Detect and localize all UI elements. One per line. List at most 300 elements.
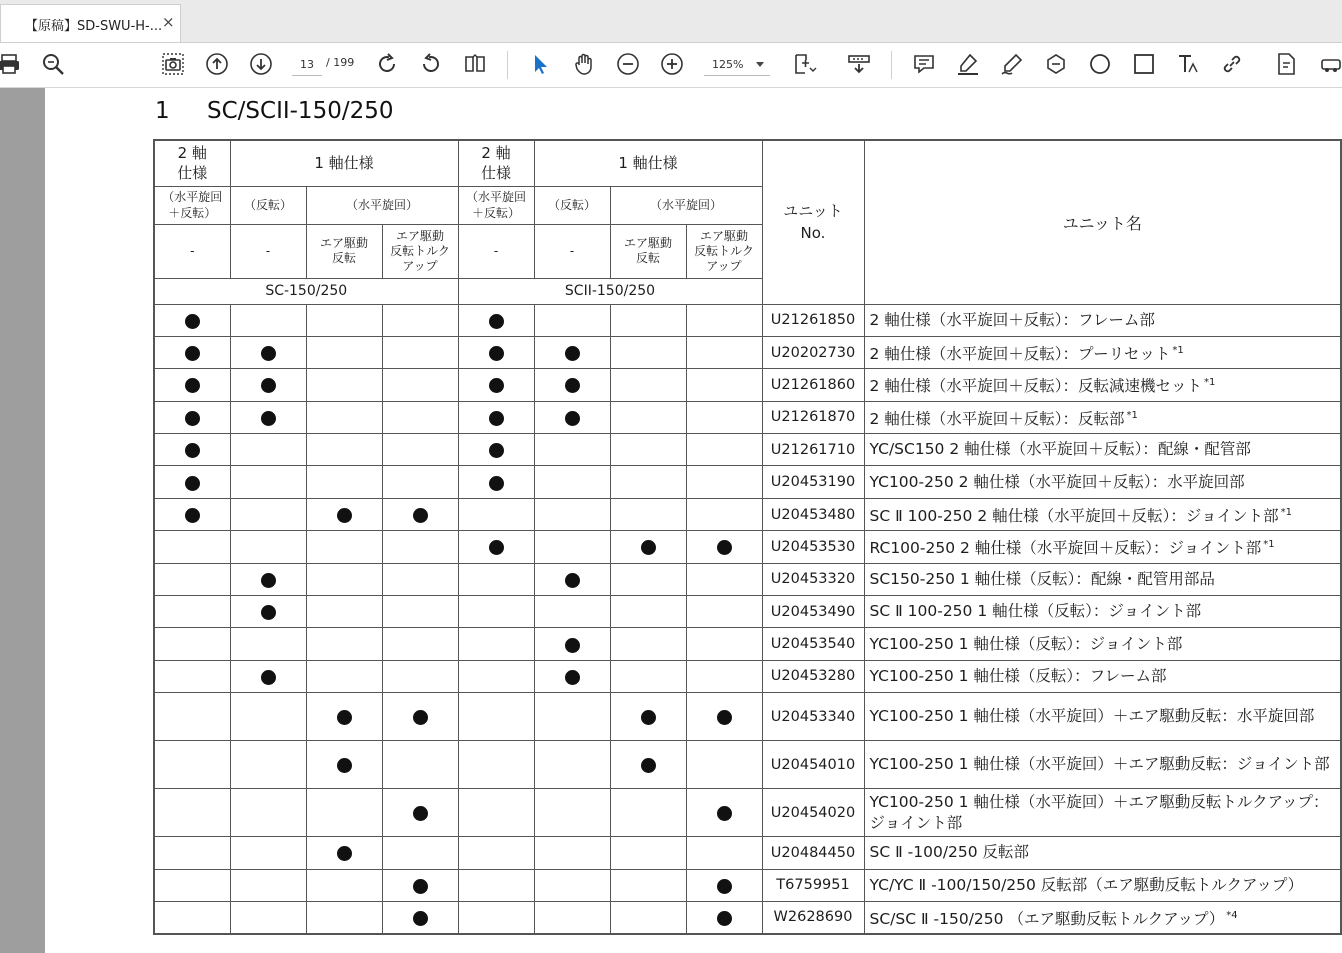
table-row	[154, 304, 1341, 336]
mark-cell	[306, 693, 382, 741]
page-total: / 199	[326, 56, 355, 69]
unit-name-text: SC Ⅱ -100/250 反転部	[869, 843, 1030, 862]
mark-cell	[458, 901, 534, 933]
zoom-out-icon[interactable]	[615, 51, 641, 77]
link-icon[interactable]	[1219, 51, 1245, 77]
mark-cell	[686, 401, 762, 433]
unit-name	[864, 741, 1341, 789]
unit-name-text: YC100-250 1 軸仕様（反転）：フレーム部	[869, 666, 1167, 685]
page-number-input[interactable]: 13	[292, 53, 322, 76]
mark-cell	[154, 789, 230, 837]
unit-name-text: 2 軸仕様（水平旋回＋反転）：フレーム部	[869, 310, 1155, 329]
rectangle-shape-icon[interactable]	[1131, 51, 1157, 77]
unit-number: U20453490	[762, 596, 864, 628]
applicable-dot	[261, 605, 276, 620]
unit-name	[864, 531, 1341, 563]
mark-cell	[458, 466, 534, 498]
applicable-dot	[489, 476, 504, 491]
unit-name	[864, 693, 1341, 741]
mark-cell	[154, 660, 230, 692]
mark-cell	[230, 369, 306, 401]
mark-cell	[230, 596, 306, 628]
section-title: SC/SCII-150/250	[207, 98, 394, 124]
zoom-value: 125%	[712, 58, 744, 71]
table-row	[154, 837, 1341, 869]
unit-number: U20453530	[762, 531, 864, 563]
mark-cell	[610, 531, 686, 563]
unit-number: T6759951	[762, 869, 864, 901]
unit-name	[864, 596, 1341, 628]
unit-name-text: RC100-250 2 軸仕様（水平旋回＋反転）：ジョイント部	[869, 539, 1262, 558]
toolbar	[0, 43, 1342, 88]
applicable-dot	[717, 879, 732, 894]
rotate-clockwise-icon[interactable]	[374, 51, 400, 77]
table-row	[154, 789, 1341, 837]
applicable-dot	[185, 314, 200, 329]
mark-cell	[610, 466, 686, 498]
mark-cell	[686, 563, 762, 595]
unit-name	[864, 304, 1341, 336]
mark-cell	[458, 531, 534, 563]
mark-cell	[610, 498, 686, 530]
mark-cell	[382, 466, 458, 498]
mark-cell	[230, 466, 306, 498]
mark-cell	[382, 401, 458, 433]
footnote-marker: *1	[1263, 539, 1275, 551]
unit-number: U20454020	[762, 789, 864, 837]
tab-close-icon[interactable]: ×	[162, 13, 175, 31]
applicable-dot	[185, 443, 200, 458]
applicable-dot	[717, 710, 732, 725]
table-row	[154, 901, 1341, 933]
applicable-dot	[565, 378, 580, 393]
unit-name-text: SC Ⅱ 100-250 1 軸仕様（反転）：ジョイント部	[869, 602, 1202, 621]
text-tool-icon[interactable]	[1175, 51, 1201, 77]
footnote-marker: *4	[1226, 909, 1238, 921]
mark-cell	[154, 304, 230, 336]
mark-cell	[534, 789, 610, 837]
mark-cell	[382, 434, 458, 466]
unit-name	[864, 369, 1341, 401]
mark-cell	[686, 628, 762, 660]
mark-cell	[534, 498, 610, 530]
zoom-in-icon[interactable]	[659, 51, 685, 77]
hand-tool-icon[interactable]	[571, 51, 597, 77]
applicable-dot	[717, 806, 732, 821]
applicable-dot	[641, 540, 656, 555]
applicable-dot	[717, 911, 732, 926]
header-one-axis-sc: 1 軸仕様	[230, 140, 458, 186]
unit-number: U20453320	[762, 563, 864, 595]
table-row	[154, 369, 1341, 401]
applicable-dot	[565, 670, 580, 685]
table-row	[154, 869, 1341, 901]
header-sub-horiz: （水平旋回）	[306, 186, 458, 224]
footnote-marker: *1	[1280, 507, 1292, 519]
mark-cell	[458, 628, 534, 660]
mark-cell	[230, 498, 306, 530]
toolbar-separator	[891, 51, 892, 79]
mark-cell	[154, 563, 230, 595]
mark-cell	[686, 304, 762, 336]
applicable-dot	[413, 806, 428, 821]
mark-cell	[230, 628, 306, 660]
mark-cell	[382, 531, 458, 563]
unit-name-text: SC/SC Ⅱ -150/250 （エア駆動反転トルクアップ）	[869, 909, 1225, 928]
applicable-dot	[489, 378, 504, 393]
applicable-dot	[489, 411, 504, 426]
applicable-dot	[565, 346, 580, 361]
mark-cell	[382, 498, 458, 530]
mark-cell	[534, 336, 610, 368]
mark-cell	[534, 660, 610, 692]
header-unit-name: ユニット名	[864, 140, 1341, 304]
applicable-dot	[641, 758, 656, 773]
search-icon[interactable]	[40, 51, 66, 77]
table-row	[154, 563, 1341, 595]
mark-cell	[306, 563, 382, 595]
table-row	[154, 693, 1341, 741]
applicable-dot	[337, 508, 352, 523]
document-properties-icon[interactable]	[1274, 51, 1300, 77]
table-row	[154, 336, 1341, 368]
mark-cell	[686, 741, 762, 789]
applicable-dot	[185, 346, 200, 361]
mark-cell	[382, 789, 458, 837]
header-air-rev: エア駆動 反転	[306, 224, 382, 278]
mark-cell	[458, 336, 534, 368]
applicable-dot	[489, 540, 504, 555]
header-dash: -	[154, 224, 230, 278]
header-sub-rev: （反転）	[230, 186, 306, 224]
mark-cell	[306, 660, 382, 692]
mark-cell	[154, 531, 230, 563]
applicable-dot	[261, 378, 276, 393]
draw-icon[interactable]	[999, 51, 1025, 77]
rotate-counterclockwise-icon[interactable]	[418, 51, 444, 77]
mark-cell	[306, 466, 382, 498]
footnote-marker: *1	[1172, 345, 1184, 357]
mark-cell	[534, 693, 610, 741]
unit-number: W2628690	[762, 901, 864, 933]
mark-cell	[306, 401, 382, 433]
unit-number: U21261860	[762, 369, 864, 401]
toolbar-separator	[507, 51, 508, 79]
mark-cell	[230, 563, 306, 595]
header-model-scii: SCII-150/250	[458, 278, 762, 304]
mark-cell	[382, 741, 458, 789]
page-fit-icon[interactable]	[792, 51, 818, 77]
mark-cell	[686, 434, 762, 466]
unit-name-text: SC Ⅱ 100-250 2 軸仕様（水平旋回＋反転）：ジョイント部	[869, 507, 1279, 526]
mark-cell	[610, 837, 686, 869]
mark-cell	[534, 434, 610, 466]
mark-cell	[230, 336, 306, 368]
mark-cell	[458, 789, 534, 837]
mark-cell	[306, 498, 382, 530]
mark-cell	[610, 741, 686, 789]
mark-cell	[382, 660, 458, 692]
mark-cell	[154, 369, 230, 401]
unit-name	[864, 401, 1341, 433]
mark-cell	[610, 628, 686, 660]
mark-cell	[458, 596, 534, 628]
mark-cell	[230, 837, 306, 869]
mark-cell	[382, 596, 458, 628]
mark-cell	[154, 498, 230, 530]
mark-cell	[230, 789, 306, 837]
mark-cell	[610, 336, 686, 368]
unit-spec-table	[153, 139, 1342, 935]
mark-cell	[686, 789, 762, 837]
snapshot-icon[interactable]	[160, 51, 186, 77]
car-icon[interactable]	[1318, 51, 1342, 77]
mark-cell	[534, 596, 610, 628]
stamp-icon[interactable]	[1043, 51, 1069, 77]
table-row	[154, 596, 1341, 628]
unit-name	[864, 434, 1341, 466]
unit-name-text: YC100-250 1 軸仕様（水平旋回）＋エア駆動反転トルクアップ：ジョイント部	[869, 792, 1329, 832]
header-sub-horiz-rev: （水平旋回 ＋反転）	[154, 186, 230, 224]
mark-cell	[458, 693, 534, 741]
unit-number: U21261850	[762, 304, 864, 336]
table-row	[154, 660, 1341, 692]
mark-cell	[534, 901, 610, 933]
unit-name	[864, 837, 1341, 869]
tab-title: 【原稿】SD-SWU-H-...	[25, 19, 163, 34]
mark-cell	[686, 837, 762, 869]
mark-cell	[306, 901, 382, 933]
unit-name	[864, 466, 1341, 498]
unit-number: U20454010	[762, 741, 864, 789]
mark-cell	[230, 869, 306, 901]
chevron-down-icon	[756, 62, 764, 67]
select-cursor-icon[interactable]	[527, 51, 553, 77]
footnote-marker: *1	[1126, 409, 1138, 421]
mark-cell	[458, 498, 534, 530]
unit-number: U20453280	[762, 660, 864, 692]
applicable-dot	[185, 378, 200, 393]
applicable-dot	[489, 314, 504, 329]
mark-cell	[306, 837, 382, 869]
mark-cell	[230, 901, 306, 933]
mark-cell	[306, 336, 382, 368]
applicable-dot	[565, 573, 580, 588]
unit-name-text: YC100-250 1 軸仕様（反転）：ジョイント部	[869, 634, 1183, 653]
unit-number: U20453190	[762, 466, 864, 498]
document-tab[interactable]	[0, 4, 181, 42]
mark-cell	[230, 660, 306, 692]
mark-cell	[154, 837, 230, 869]
mark-cell	[534, 401, 610, 433]
two-page-view-icon[interactable]	[462, 51, 488, 77]
table-row	[154, 531, 1341, 563]
applicable-dot	[185, 476, 200, 491]
applicable-dot	[565, 411, 580, 426]
mark-cell	[458, 869, 534, 901]
mark-cell	[382, 837, 458, 869]
mark-cell	[458, 369, 534, 401]
previous-page-icon[interactable]	[204, 51, 230, 77]
header-two-axis-scii: 2 軸 仕様	[458, 140, 534, 186]
mark-cell	[534, 369, 610, 401]
unit-number: U21261710	[762, 434, 864, 466]
header-air-torque: エア駆動 反転トルク アップ	[382, 224, 458, 278]
mark-cell	[534, 741, 610, 789]
mark-cell	[154, 901, 230, 933]
mark-cell	[154, 869, 230, 901]
mark-cell	[458, 401, 534, 433]
mark-cell	[534, 628, 610, 660]
applicable-dot	[185, 508, 200, 523]
applicable-dot	[489, 443, 504, 458]
header-air-torque: エア駆動 反転トルク アップ	[686, 224, 762, 278]
mark-cell	[306, 304, 382, 336]
mark-cell	[686, 369, 762, 401]
applicable-dot	[261, 573, 276, 588]
mark-cell	[306, 596, 382, 628]
header-two-axis-sc: 2 軸 仕様	[154, 140, 230, 186]
mark-cell	[458, 837, 534, 869]
applicable-dot	[565, 638, 580, 653]
mark-cell	[686, 901, 762, 933]
next-page-icon[interactable]	[248, 51, 274, 77]
mark-cell	[610, 869, 686, 901]
mark-cell	[154, 628, 230, 660]
mark-cell	[534, 563, 610, 595]
unit-name-text: 2 軸仕様（水平旋回＋反転）：反転減速機セット	[869, 377, 1203, 396]
mark-cell	[458, 741, 534, 789]
header-one-axis-scii: 1 軸仕様	[534, 140, 762, 186]
mark-cell	[382, 869, 458, 901]
unit-number: U20202730	[762, 336, 864, 368]
table-row	[154, 741, 1341, 789]
unit-number: U20484450	[762, 837, 864, 869]
applicable-dot	[413, 508, 428, 523]
applicable-dot	[413, 879, 428, 894]
mark-cell	[154, 434, 230, 466]
applicable-dot	[261, 670, 276, 685]
mark-cell	[686, 693, 762, 741]
mark-cell	[458, 660, 534, 692]
unit-number: U21261870	[762, 401, 864, 433]
unit-name-text: YC/SC150 2 軸仕様（水平旋回＋反転）：配線・配管部	[869, 440, 1251, 459]
mark-cell	[154, 693, 230, 741]
applicable-dot	[261, 346, 276, 361]
mark-cell	[154, 466, 230, 498]
mark-cell	[686, 869, 762, 901]
header-sub-horiz: （水平旋回）	[610, 186, 762, 224]
mark-cell	[610, 369, 686, 401]
header-dash: -	[458, 224, 534, 278]
unit-name-text: YC/YC Ⅱ -100/150/250 反転部（エア駆動反転トルクアップ）	[869, 875, 1304, 894]
unit-number: U20453480	[762, 498, 864, 530]
print-icon[interactable]	[0, 51, 22, 77]
unit-name	[864, 628, 1341, 660]
mark-cell	[154, 596, 230, 628]
mark-cell	[382, 369, 458, 401]
mark-cell	[306, 789, 382, 837]
mark-cell	[382, 628, 458, 660]
mark-cell	[154, 401, 230, 433]
table-row	[154, 401, 1341, 433]
mark-cell	[610, 563, 686, 595]
unit-name	[864, 901, 1341, 933]
mark-cell	[534, 837, 610, 869]
mark-cell	[230, 741, 306, 789]
mark-cell	[686, 336, 762, 368]
footnote-marker: *1	[1204, 377, 1216, 389]
mark-cell	[610, 901, 686, 933]
comment-icon[interactable]	[911, 51, 937, 77]
mark-cell	[382, 336, 458, 368]
unit-name	[864, 563, 1341, 595]
section-number: 1	[155, 98, 170, 124]
mark-cell	[458, 304, 534, 336]
mark-cell	[306, 628, 382, 660]
unit-number: U20453540	[762, 628, 864, 660]
mark-cell	[230, 401, 306, 433]
mark-cell	[230, 434, 306, 466]
mark-cell	[610, 596, 686, 628]
mark-cell	[230, 693, 306, 741]
table-row	[154, 498, 1341, 530]
mark-cell	[230, 531, 306, 563]
header-dash: -	[534, 224, 610, 278]
unit-name-text: YC100-250 1 軸仕様（水平旋回）＋エア駆動反転：ジョイント部	[869, 755, 1330, 774]
mark-cell	[686, 498, 762, 530]
mark-cell	[154, 741, 230, 789]
applicable-dot	[337, 846, 352, 861]
scroll-mode-icon[interactable]	[846, 51, 872, 77]
mark-cell	[382, 563, 458, 595]
header-dash: -	[230, 224, 306, 278]
unit-name	[864, 336, 1341, 368]
mark-cell	[610, 304, 686, 336]
circle-shape-icon[interactable]	[1087, 51, 1113, 77]
mark-cell	[534, 869, 610, 901]
mark-cell	[382, 901, 458, 933]
applicable-dot	[337, 710, 352, 725]
unit-name-text: YC100-250 1 軸仕様（水平旋回）＋エア駆動反転：水平旋回部	[869, 707, 1315, 726]
mark-cell	[382, 693, 458, 741]
unit-name-text: SC150-250 1 軸仕様（反転）：配線・配管用部品	[869, 569, 1215, 588]
applicable-dot	[413, 710, 428, 725]
unit-name	[864, 498, 1341, 530]
mark-cell	[306, 434, 382, 466]
viewer-side-strip	[0, 88, 45, 953]
mark-cell	[610, 660, 686, 692]
applicable-dot	[641, 710, 656, 725]
mark-cell	[306, 869, 382, 901]
mark-cell	[610, 693, 686, 741]
mark-cell	[686, 660, 762, 692]
unit-name	[864, 660, 1341, 692]
mark-cell	[230, 304, 306, 336]
highlight-icon[interactable]	[955, 51, 981, 77]
header-unit-no: ユニット No.	[762, 140, 864, 304]
document-page	[45, 88, 1342, 953]
mark-cell	[534, 531, 610, 563]
table-row	[154, 434, 1341, 466]
mark-cell	[154, 336, 230, 368]
tab-bar	[0, 0, 1342, 43]
header-air-rev: エア駆動 反転	[610, 224, 686, 278]
applicable-dot	[337, 758, 352, 773]
applicable-dot	[489, 346, 504, 361]
zoom-select[interactable]	[704, 53, 770, 76]
mark-cell	[306, 369, 382, 401]
